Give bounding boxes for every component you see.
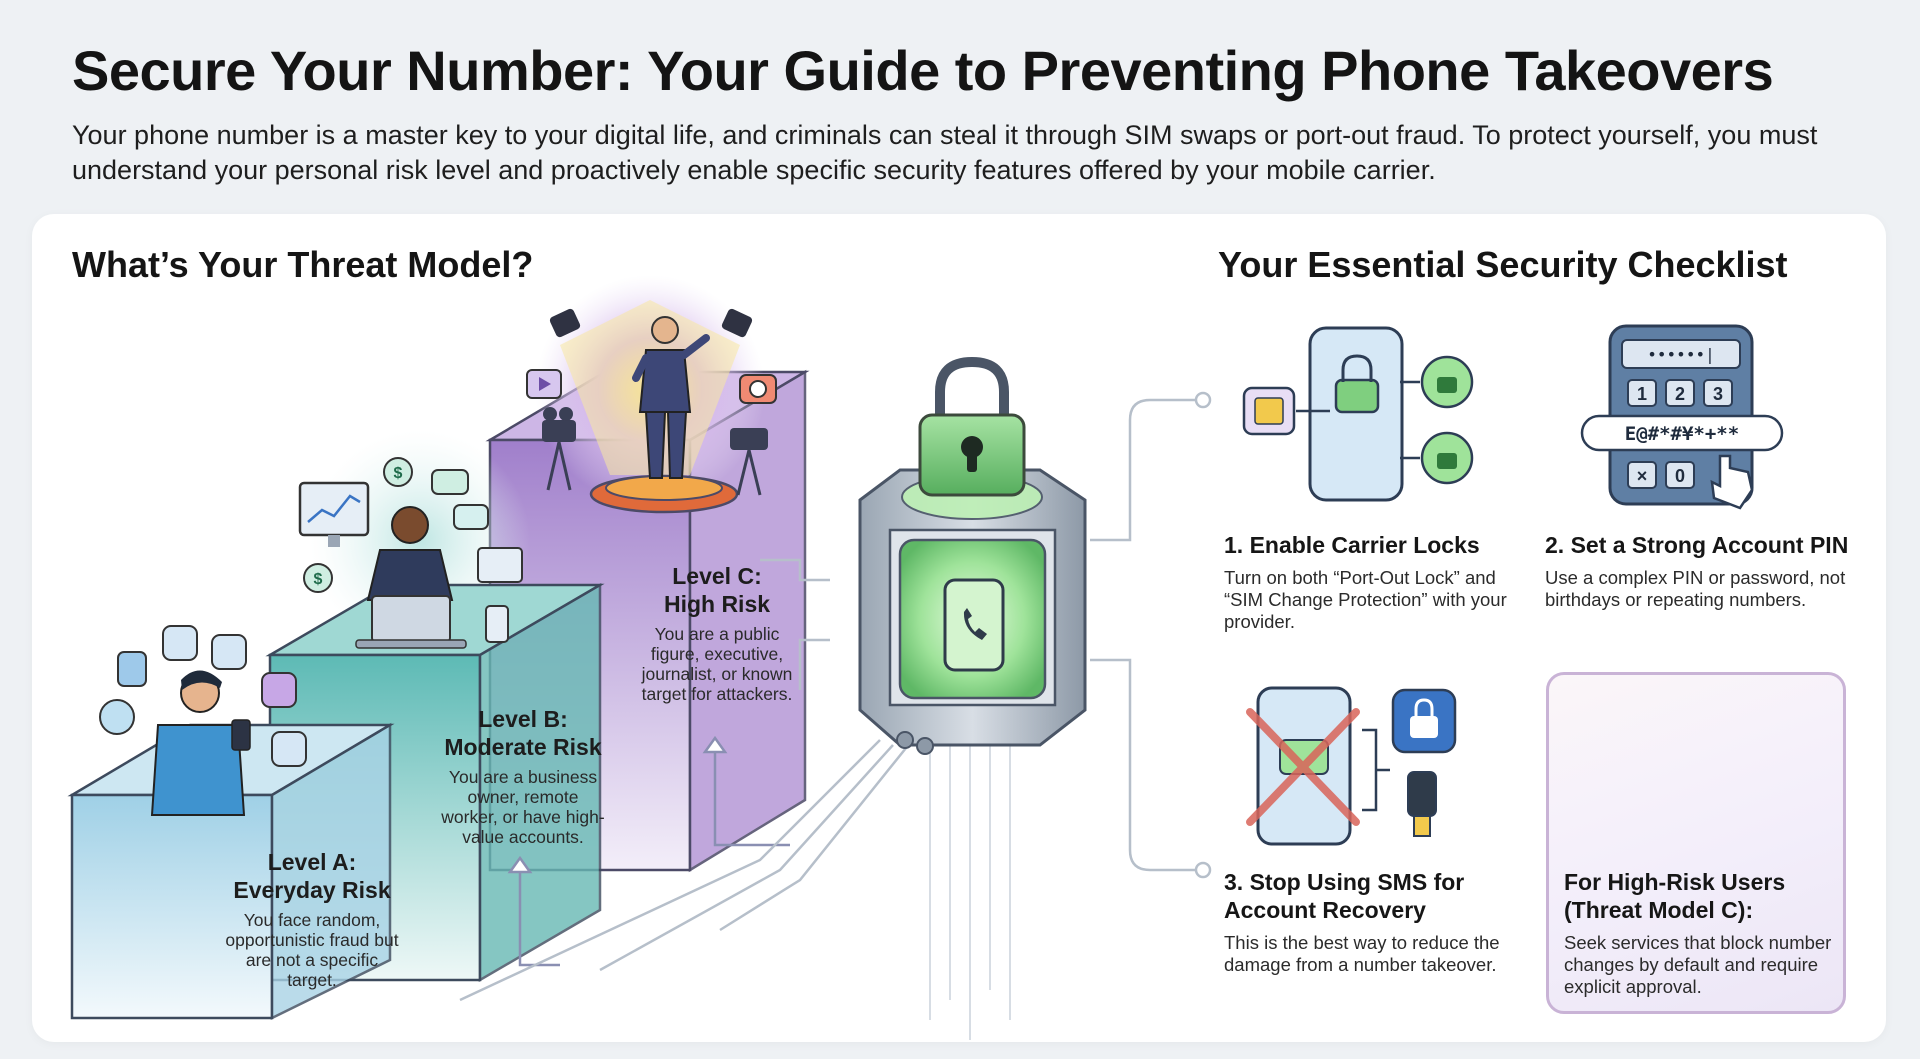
camera-icon bbox=[740, 375, 776, 403]
level-a-title-line2: Everyday Risk bbox=[233, 877, 391, 903]
checklist-item-description: Turn on both “Port-Out Lock” and “SIM Change Protection” with your provider. bbox=[1224, 567, 1507, 632]
checklist-item-description: This is the best way to reduce the damage from a number takeover. bbox=[1224, 932, 1500, 975]
padlock-icon bbox=[920, 362, 1024, 495]
high-risk-description: Seek services that block number changes by default and require explicit approval. bbox=[1564, 932, 1832, 997]
password-strip: E@#*#¥*+** bbox=[1624, 423, 1740, 445]
level-b-title-line2: Moderate Risk bbox=[444, 734, 602, 760]
level-c-title-line1: Level C: bbox=[672, 563, 762, 589]
keypad-key: 2 bbox=[1674, 384, 1686, 404]
level-b-description: You are a business owner, remote worker, or have high-value accounts. bbox=[441, 767, 605, 847]
checklist-item-title: 2. Set a Strong Account PIN bbox=[1545, 532, 1849, 558]
vault-base-lines bbox=[930, 740, 1010, 1040]
level-a-description: You face random, opportunistic fraud but are not a specific target. bbox=[225, 910, 399, 990]
level-a-title-line1: Level A: bbox=[267, 849, 357, 875]
keypad-key: 0 bbox=[1674, 466, 1686, 486]
phone-in-vault-icon bbox=[945, 580, 1003, 670]
checklist-item-carrier-locks bbox=[1224, 531, 1514, 633]
page-title: Secure Your Number: Your Guide to Preventing Phone Takeovers bbox=[72, 39, 1774, 102]
intro-paragraph: Your phone number is a master key to your digital life, and criminals can steal it through SIM swaps or port-out fraud. To protect yourself, you must understand your personal risk level and proactively enable specific security features offered by your mobile carrier. bbox=[72, 120, 1818, 185]
checklist-item-title: 3. Stop Using SMS for Account Recovery bbox=[1224, 869, 1465, 923]
checklist-item-stop-sms bbox=[1224, 868, 1504, 976]
high-risk-title: For High-Risk Users (Threat Model C): bbox=[1564, 869, 1786, 923]
svg-text:$: $ bbox=[393, 465, 403, 482]
keypad-pin-icon bbox=[1582, 326, 1782, 508]
carrier-lock-icon bbox=[1244, 328, 1472, 500]
stop-sms-icon bbox=[1250, 688, 1455, 844]
svg-text:$: $ bbox=[313, 571, 323, 588]
everyday-person-figure bbox=[152, 670, 250, 815]
level-b-title-line1: Level B: bbox=[478, 706, 568, 732]
keypad-key: 1 bbox=[1636, 384, 1648, 404]
level-c-title-line2: High Risk bbox=[663, 591, 771, 617]
level-c-description: You are a public figure, executive, journalist, or known target for attackers. bbox=[641, 624, 793, 704]
pin-display: ••••••| bbox=[1647, 345, 1715, 364]
checklist-item-title: 1. Enable Carrier Locks bbox=[1224, 532, 1480, 558]
checklist-heading: Your Essential Security Checklist bbox=[1218, 244, 1788, 285]
threat-model-heading: What’s Your Threat Model? bbox=[72, 244, 534, 285]
checklist-item-account-pin bbox=[1545, 531, 1857, 611]
video-play-icon bbox=[527, 370, 561, 398]
level-c-block bbox=[638, 562, 796, 704]
keypad-key: 3 bbox=[1712, 384, 1724, 404]
high-risk-text-block bbox=[1564, 868, 1834, 998]
checklist-item-description: Use a complex PIN or password, not birthdays or repeating numbers. bbox=[1545, 567, 1846, 610]
keypad-key: × bbox=[1636, 466, 1648, 486]
level-b-block bbox=[438, 705, 608, 847]
level-a-block bbox=[224, 848, 400, 990]
